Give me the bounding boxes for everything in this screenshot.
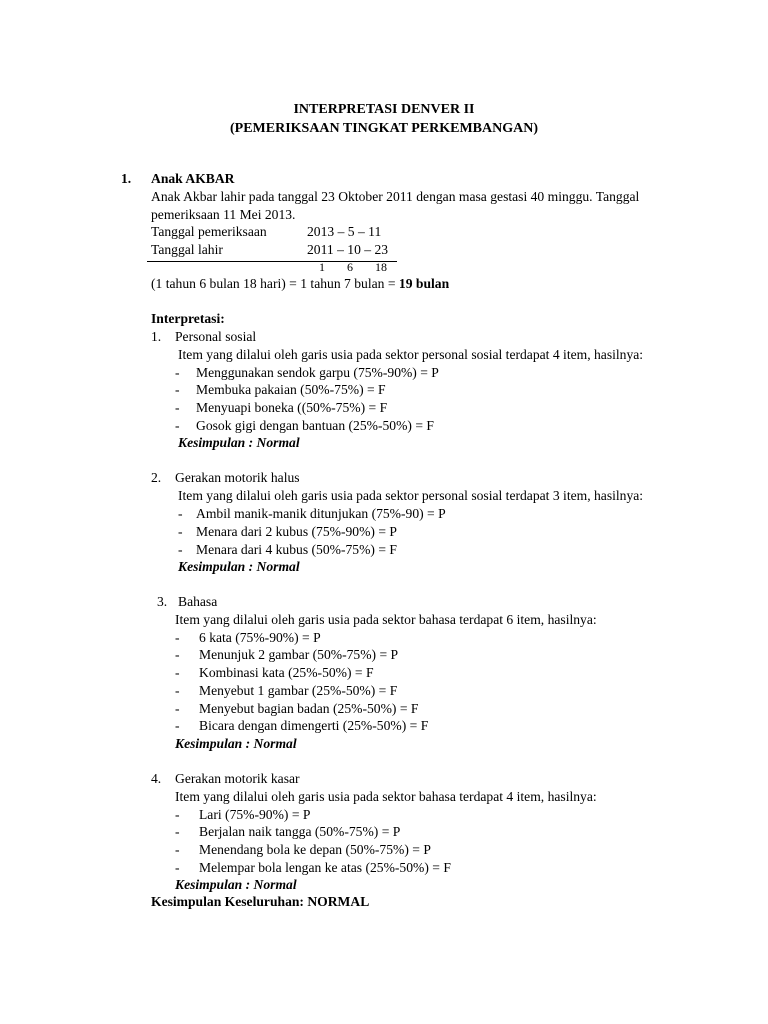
list-item: Menara dari 4 kubus (50%-75%) = F [196, 542, 397, 557]
list-item: Kombinasi kata (25%-50%) = F [199, 665, 374, 680]
list-dash: - [175, 860, 180, 875]
sector-name: Gerakan motorik kasar [175, 771, 300, 786]
list-item: Melempar bola lengan ke atas (25%-50%) = F [199, 860, 451, 875]
diff-days: 18 [375, 260, 387, 274]
list-item: Menggunakan sendok garpu (75%-90%) = P [196, 365, 439, 380]
list-dash: - [175, 418, 180, 433]
sector-intro: Item yang dilalui oleh garis usia pada sektor bahasa terdapat 4 item, hasilnya: [175, 789, 597, 804]
list-item: Menunjuk 2 gambar (50%-75%) = P [199, 647, 399, 662]
list-dash: - [178, 524, 183, 539]
exam-date-value: 2013 – 5 – 11 [307, 224, 382, 239]
list-dash: - [175, 807, 180, 822]
list-dash: - [175, 842, 180, 857]
diff-years: 1 [319, 260, 325, 274]
sector-number: 2. [151, 470, 162, 485]
sector-intro: Item yang dilalui oleh garis usia pada sektor personal sosial terdapat 3 item, hasilnya: [178, 488, 644, 503]
list-dash: - [175, 647, 180, 662]
sector-conclusion: Kesimpulan : Normal [178, 435, 300, 450]
list-item: Gosok gigi dengan bantuan (25%-50%) = F [196, 418, 434, 433]
sector-name: Personal sosial [175, 329, 257, 344]
list-dash: - [175, 718, 180, 733]
list-dash: - [175, 824, 180, 839]
document-subtitle: (PEMERIKSAAN TINGKAT PERKEMBANGAN) [229, 121, 539, 136]
list-dash: - [175, 365, 180, 380]
diff-months: 6 [347, 260, 353, 274]
section-number: 1. [121, 171, 132, 186]
list-item: Bicara dengan dimengerti (25%-50%) = F [199, 718, 429, 733]
list-dash: - [175, 400, 180, 415]
overall-conclusion: Kesimpulan Keseluruhan: NORMAL [151, 894, 370, 909]
sector-conclusion: Kesimpulan : Normal [178, 559, 300, 574]
age-result-text: (1 tahun 6 bulan 18 hari) = 1 tahun 7 bulan = [151, 276, 399, 291]
list-dash: - [178, 506, 183, 521]
sector-conclusion: Kesimpulan : Normal [175, 736, 297, 751]
list-item: Menyuapi boneka ((50%-75%) = F [196, 400, 388, 415]
sector-intro: Item yang dilalui oleh garis usia pada sektor bahasa terdapat 6 item, hasilnya: [175, 612, 597, 627]
birth-date-label: Tanggal lahir [151, 242, 223, 257]
list-dash: - [175, 665, 180, 680]
sector-name: Gerakan motorik halus [175, 470, 300, 485]
subtraction-rule [147, 261, 397, 262]
list-item: Ambil manik-manik ditunjukan (75%-90) = P [196, 506, 446, 521]
intro-paragraph-line-1: Anak Akbar lahir pada tanggal 23 Oktober 2011 dengan masa gestasi 40 minggu. Tanggal [151, 189, 640, 204]
sector-name: Bahasa [178, 594, 218, 609]
list-dash: - [175, 683, 180, 698]
list-item: Menyebut 1 gambar (25%-50%) = F [199, 683, 398, 698]
list-dash: - [175, 701, 180, 716]
intro-paragraph-line-2: pemeriksaan 11 Mei 2013. [151, 207, 296, 222]
exam-date-label: Tanggal pemeriksaan [151, 224, 267, 239]
sector-intro: Item yang dilalui oleh garis usia pada sektor personal sosial terdapat 4 item, hasilnya: [178, 347, 644, 362]
sector-number: 1. [151, 329, 162, 344]
sector-number: 4. [151, 771, 162, 786]
list-dash: - [178, 542, 183, 557]
sector-conclusion: Kesimpulan : Normal [175, 877, 297, 892]
list-dash: - [175, 630, 180, 645]
birth-date-value: 2011 – 10 – 23 [307, 242, 389, 257]
age-result [151, 275, 449, 293]
list-item: Menyebut bagian badan (25%-50%) = F [199, 701, 419, 716]
sector-number: 3. [157, 594, 168, 609]
list-item: Menara dari 2 kubus (75%-90%) = P [196, 524, 397, 539]
interpretation-heading: Interpretasi: [151, 311, 225, 326]
list-item: Menendang bola ke depan (50%-75%) = P [199, 842, 431, 857]
document-title: INTERPRETASI DENVER II [293, 102, 475, 117]
list-dash: - [175, 382, 180, 397]
list-item: Membuka pakaian (50%-75%) = F [196, 382, 386, 397]
age-result-months: 19 bulan [398, 276, 450, 291]
list-item: Lari (75%-90%) = P [199, 807, 311, 822]
list-item: Berjalan naik tangga (50%-75%) = P [199, 824, 401, 839]
list-item: 6 kata (75%-90%) = P [199, 630, 321, 645]
section-heading: Anak AKBAR [151, 171, 235, 186]
